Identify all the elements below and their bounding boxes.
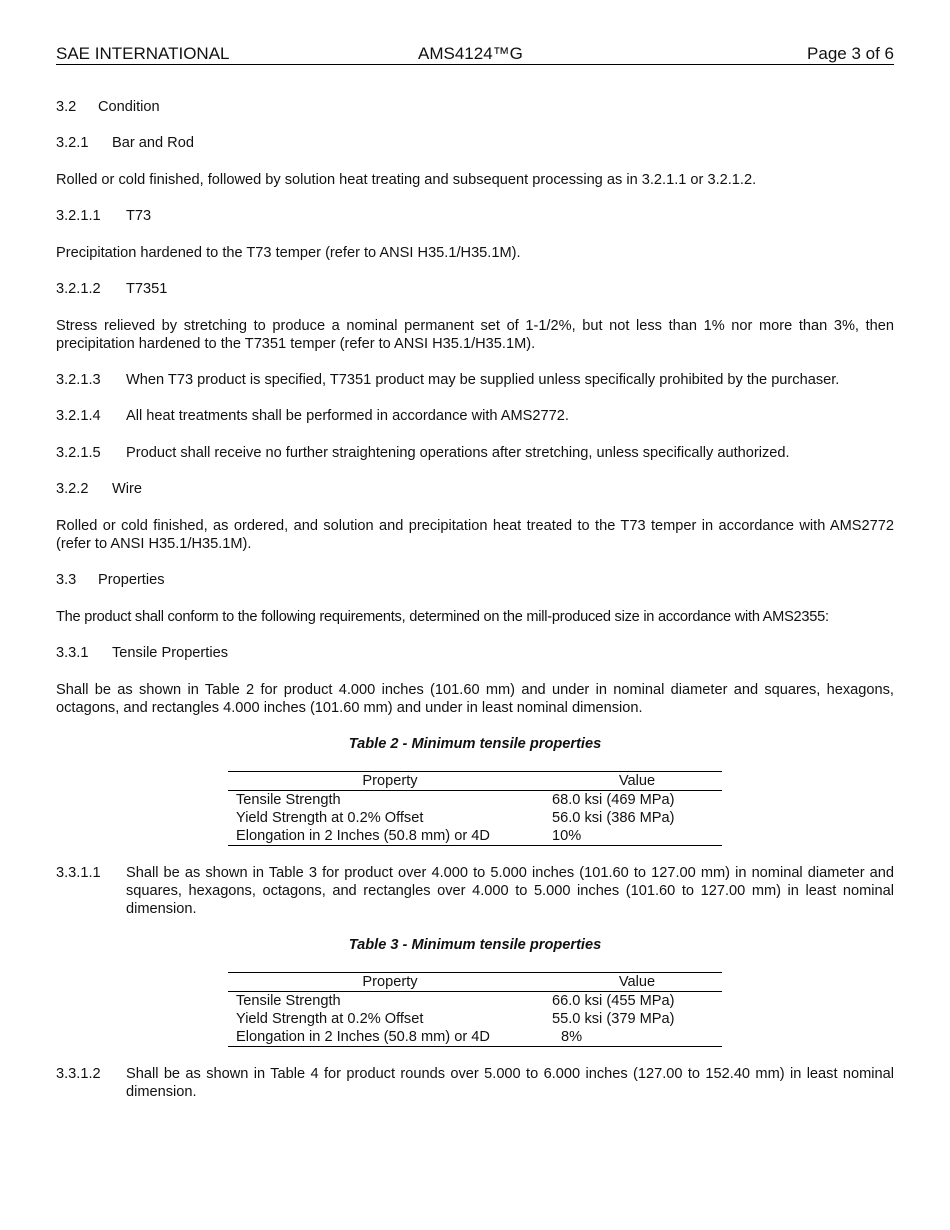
section-title: Bar and Rod bbox=[112, 135, 194, 151]
section-number: 3.2 bbox=[56, 99, 77, 115]
section-number: 3.3.1 bbox=[56, 645, 89, 661]
section-title: Properties bbox=[98, 572, 165, 588]
table-2 bbox=[228, 771, 722, 846]
header-organization: SAE INTERNATIONAL bbox=[56, 44, 230, 63]
table-header-row bbox=[228, 772, 722, 791]
section-title: T73 bbox=[126, 208, 152, 224]
column-header-value: Value bbox=[552, 973, 722, 992]
paragraph-text: Shall be as shown in Table 4 for product rounds over 5.000 to 6.000 inches (127.00 to 152.40 mm) in least nominal dimension. bbox=[126, 1066, 894, 1100]
paragraph-3-2-1-2: Stress relieved by stretching to produce a nominal permanent set of 1-1/2%, but not less than 1% nor more than 3%, then precipitation hardened to the T7351 temper (refer to ANSI H35.1/H35.1M). bbox=[56, 318, 894, 352]
property-cell: Tensile Strength bbox=[236, 792, 341, 808]
paragraph-text: All heat treatments shall be performed in accordance with AMS2772. bbox=[126, 408, 569, 424]
property-cell: Tensile Strength bbox=[236, 993, 341, 1009]
heading-3-3 bbox=[56, 571, 894, 589]
heading-3-2-1-1 bbox=[56, 207, 894, 225]
table-3 bbox=[228, 972, 722, 1047]
table-row bbox=[228, 1028, 722, 1047]
column-header-value: Value bbox=[552, 772, 722, 791]
heading-3-2-1 bbox=[56, 134, 894, 152]
table-row bbox=[228, 809, 722, 827]
section-number: 3.2.1.3 bbox=[56, 372, 101, 388]
paragraph-3-2-1: Rolled or cold finished, followed by solution heat treating and subsequent processing as in 3.2.1.1 or 3.2.1.2. bbox=[56, 172, 757, 188]
paragraph-3-3-1-1 bbox=[56, 864, 894, 918]
heading-3-2 bbox=[56, 98, 894, 116]
table-header-row bbox=[228, 973, 722, 992]
section-number: 3.2.1 bbox=[56, 135, 89, 151]
paragraph-text: Product shall receive no further straightening operations after stretching, unless specifically authorized. bbox=[126, 445, 790, 461]
section-number: 3.3.1.2 bbox=[56, 1066, 101, 1082]
section-number: 3.2.1.1 bbox=[56, 208, 101, 224]
section-number: 3.2.1.4 bbox=[56, 408, 101, 424]
paragraph-3-2-1-4 bbox=[56, 407, 894, 425]
value-cell: 56.0 ksi (386 MPa) bbox=[552, 810, 675, 826]
section-number: 3.2.1.2 bbox=[56, 281, 101, 297]
section-number: 3.3 bbox=[56, 572, 77, 588]
section-number: 3.2.2 bbox=[56, 481, 89, 497]
heading-3-2-2 bbox=[56, 480, 894, 498]
paragraph-3-2-1-1: Precipitation hardened to the T73 temper (refer to ANSI H35.1/H35.1M). bbox=[56, 245, 521, 261]
column-header-property: Property bbox=[228, 973, 552, 992]
table-row bbox=[228, 1010, 722, 1028]
paragraph-3-3: The product shall conform to the following requirements, determined on the mill-produced size in accordance with AMS2355: bbox=[56, 609, 829, 625]
table-row bbox=[228, 827, 722, 846]
paragraph-3-3-1: Shall be as shown in Table 2 for product 4.000 inches (101.60 mm) and under in nominal diameter and squares, hexagons, octagons, and rectangles 4.000 inches (101.60 mm) and under in least nominal dimension. bbox=[56, 682, 894, 716]
value-cell: 10% bbox=[552, 827, 722, 846]
paragraph-text: When T73 product is specified, T7351 product may be supplied unless specifically prohibited by the purchaser. bbox=[126, 372, 840, 388]
header-document-id: AMS4124™G bbox=[418, 44, 523, 63]
heading-3-2-1-2 bbox=[56, 280, 894, 298]
paragraph-3-2-1-5 bbox=[56, 444, 894, 462]
property-cell: Elongation in 2 Inches (50.8 mm) or 4D bbox=[228, 1028, 552, 1047]
paragraph-3-3-1-2 bbox=[56, 1065, 894, 1101]
property-cell: Yield Strength at 0.2% Offset bbox=[236, 810, 424, 826]
table-row bbox=[228, 992, 722, 1011]
section-title: Tensile Properties bbox=[112, 645, 228, 661]
header-page-number: Page 3 of 6 bbox=[807, 44, 894, 63]
section-number: 3.3.1.1 bbox=[56, 865, 101, 881]
paragraph-3-2-1-3 bbox=[56, 371, 894, 389]
paragraph-3-2-2: Rolled or cold finished, as ordered, and solution and precipitation heat treated to the T73 temper in accordance with AMS2772 (refer to ANSI H35.1/H35.1M). bbox=[56, 518, 894, 552]
section-title: Wire bbox=[112, 481, 142, 497]
value-cell: 55.0 ksi (379 MPa) bbox=[552, 1011, 675, 1027]
table-3-caption: Table 3 - Minimum tensile properties bbox=[348, 937, 602, 953]
column-header-property: Property bbox=[228, 772, 552, 791]
section-number: 3.2.1.5 bbox=[56, 445, 101, 461]
section-title: Condition bbox=[98, 99, 160, 115]
table-2-caption: Table 2 - Minimum tensile properties bbox=[348, 736, 602, 752]
section-title: T7351 bbox=[126, 281, 168, 297]
value-cell: 8% bbox=[552, 1028, 722, 1047]
value-cell: 68.0 ksi (469 MPa) bbox=[552, 792, 675, 808]
table-row bbox=[228, 791, 722, 810]
property-cell: Yield Strength at 0.2% Offset bbox=[236, 1011, 424, 1027]
value-cell: 66.0 ksi (455 MPa) bbox=[552, 993, 675, 1009]
property-cell: Elongation in 2 Inches (50.8 mm) or 4D bbox=[228, 827, 552, 846]
paragraph-text: Shall be as shown in Table 3 for product over 4.000 to 5.000 inches (101.60 to 127.00 mm) in nominal diameter and squares, hexagons, octagons, and rectangles over 4.000 to 5.000 inches (101.60 to 127.00 mm) in least nominal dimension. bbox=[126, 865, 894, 917]
page-header bbox=[56, 44, 894, 65]
heading-3-3-1 bbox=[56, 644, 894, 662]
